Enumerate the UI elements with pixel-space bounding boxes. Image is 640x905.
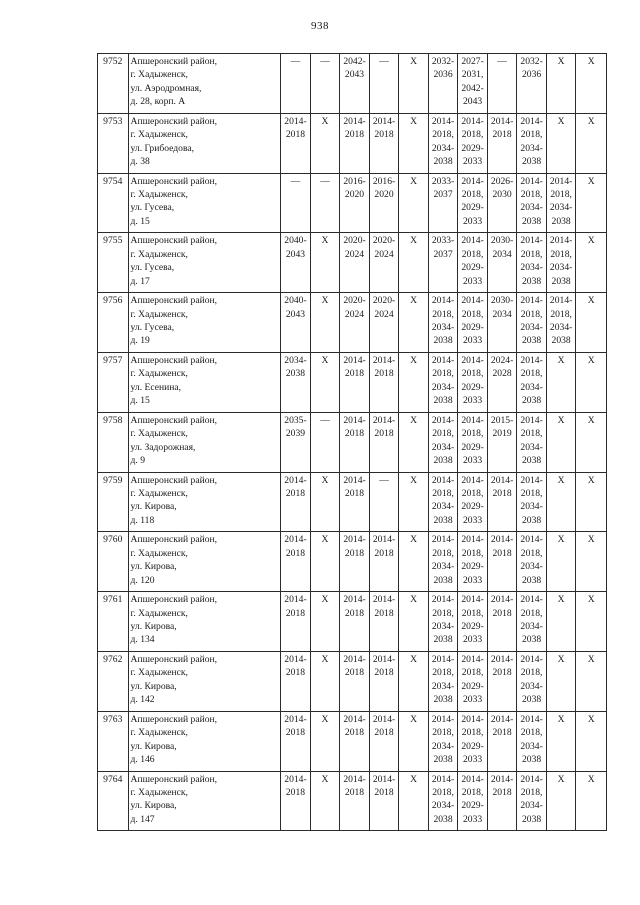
address-line: д. 15 (130, 215, 150, 227)
address-line: д. 147 (130, 813, 155, 825)
address-line: ул. Гусева, (130, 322, 175, 333)
address-line: Апшеронский район, (130, 414, 218, 426)
table-row (98, 771, 607, 831)
address-cell (128, 293, 281, 353)
period-cell: 2020- 2024 (340, 293, 370, 353)
period-cell: Х (546, 412, 576, 472)
period-cell: Х (399, 352, 429, 412)
period-cell: Х (576, 711, 607, 771)
period-cell: — (369, 54, 399, 114)
address-line: Апшеронский район, (130, 354, 218, 366)
registry-body (98, 54, 607, 831)
address-line: д. 19 (130, 335, 150, 347)
address-line: г. Хадыженск, (130, 487, 188, 499)
period-cell: 2014- 2018, 2029- 2033 (458, 352, 488, 412)
period-cell: 2014- 2018, 2034- 2038 (428, 293, 458, 353)
address-cell (128, 711, 281, 771)
address-line: Апшеронский район, (130, 534, 218, 546)
address-line: Апшеронский район, (130, 713, 218, 725)
period-cell: 2014- 2018, 2034- 2038 (517, 532, 547, 592)
period-cell: 2014- 2018, 2034- 2038 (428, 651, 458, 711)
address-line: г. Хадыженск, (130, 308, 188, 320)
period-cell: 2014- 2018, 2034- 2038 (517, 113, 547, 173)
table-row (98, 293, 607, 353)
period-cell: 2014- 2018 (281, 711, 311, 771)
period-cell: 2014- 2018 (487, 651, 517, 711)
period-cell: 2014- 2018, 2034- 2038 (517, 771, 547, 831)
period-cell: 2014- 2018, 2029- 2033 (458, 293, 488, 353)
period-cell: Х (310, 352, 340, 412)
address-cell (128, 173, 281, 233)
period-cell: Х (576, 233, 607, 293)
period-cell: Х (399, 113, 429, 173)
address-line: д. 146 (130, 753, 155, 765)
page-number: 938 (311, 20, 329, 32)
address-cell (128, 412, 281, 472)
address-line: ул. Гусева, (130, 202, 175, 214)
period-cell: 2016- 2020 (369, 173, 399, 233)
period-cell: — (310, 54, 340, 114)
period-cell: 2014- 2018, 2029- 2033 (458, 233, 488, 293)
period-cell: Х (310, 233, 340, 293)
period-cell: Х (310, 113, 340, 173)
period-cell: 2014- 2018 (369, 771, 399, 831)
period-cell: 2016- 2020 (340, 173, 370, 233)
address-line: ул. Есенина, (130, 381, 182, 393)
address-line: г. Хадыженск, (130, 667, 188, 679)
address-line: Апшеронский район, (130, 653, 218, 665)
address-line: ул. Кирова, (130, 561, 177, 573)
period-cell: 2014- 2018, 2034- 2038 (546, 293, 576, 353)
address-cell (128, 532, 281, 592)
period-cell: Х (546, 113, 576, 173)
period-cell: Х (576, 412, 607, 472)
period-cell: 2014- 2018 (281, 532, 311, 592)
period-cell: Х (576, 113, 607, 173)
address-line: д. 120 (130, 574, 155, 586)
period-cell: 2014- 2018 (281, 651, 311, 711)
row-number-cell: 9764 (98, 771, 129, 831)
period-cell: 2014- 2018, 2034- 2038 (517, 293, 547, 353)
table-row (98, 54, 607, 114)
period-cell: 2035- 2039 (281, 412, 311, 472)
period-cell: 2014- 2018 (487, 113, 517, 173)
period-cell: 2014- 2018 (369, 352, 399, 412)
table-row (98, 472, 607, 532)
address-line: г. Хадыженск, (130, 129, 188, 141)
address-line: г. Хадыженск, (130, 368, 188, 380)
period-cell: 2014- 2018, 2029- 2033 (458, 113, 488, 173)
row-number-cell: 9760 (98, 532, 129, 592)
period-cell: 2014- 2018, 2029- 2033 (458, 592, 488, 652)
period-cell: 2014- 2018, 2034- 2038 (517, 352, 547, 412)
period-cell: — (369, 472, 399, 532)
period-cell: 2040- 2043 (281, 233, 311, 293)
period-cell: Х (399, 532, 429, 592)
period-cell: 2015- 2019 (487, 412, 517, 472)
registry-table (97, 53, 607, 831)
period-cell: 2014- 2018 (340, 592, 370, 652)
address-line: г. Хадыженск, (130, 428, 188, 440)
row-number-cell: 9759 (98, 472, 129, 532)
row-number-cell: 9753 (98, 113, 129, 173)
table-row (98, 113, 607, 173)
period-cell: Х (576, 293, 607, 353)
period-cell: 2014- 2018, 2034- 2038 (517, 472, 547, 532)
period-cell: Х (576, 771, 607, 831)
period-cell: 2033- 2037 (428, 233, 458, 293)
period-cell: 2014- 2018 (487, 472, 517, 532)
address-line: Апшеронский район, (130, 56, 218, 67)
period-cell: 2014- 2018 (487, 771, 517, 831)
period-cell: 2014- 2018, 2034- 2038 (428, 113, 458, 173)
address-line: Апшеронский район, (130, 474, 218, 486)
table-row (98, 711, 607, 771)
period-cell: Х (576, 352, 607, 412)
period-cell: Х (310, 293, 340, 353)
period-cell: 2014- 2018, 2034- 2038 (428, 412, 458, 472)
period-cell: 2014- 2018, 2034- 2038 (428, 592, 458, 652)
period-cell: 2026- 2030 (487, 173, 517, 233)
period-cell: 2014- 2018 (369, 412, 399, 472)
period-cell: Х (399, 592, 429, 652)
row-number-cell: 9758 (98, 412, 129, 472)
row-number-cell: 9763 (98, 711, 129, 771)
period-cell: Х (576, 173, 607, 233)
address-line: д. 142 (130, 694, 155, 706)
period-cell: Х (546, 54, 576, 114)
period-cell: 2014- 2018, 2034- 2038 (428, 711, 458, 771)
row-number-cell: 9756 (98, 293, 129, 353)
address-line: г. Хадыженск, (130, 248, 188, 260)
period-cell: 2014- 2018 (369, 592, 399, 652)
period-cell: 2014- 2018 (369, 532, 399, 592)
period-cell: 2014- 2018 (487, 711, 517, 771)
address-line: ул. Аэродромная, (130, 82, 202, 94)
period-cell: — (310, 412, 340, 472)
period-cell: Х (546, 532, 576, 592)
period-cell: Х (310, 651, 340, 711)
period-cell: 2014- 2018 (340, 352, 370, 412)
period-cell: 2014- 2018 (487, 532, 517, 592)
period-cell: 2014- 2018 (340, 472, 370, 532)
address-line: г. Хадыженск, (130, 607, 188, 619)
period-cell: 2042- 2043 (340, 54, 370, 114)
period-cell: Х (399, 472, 429, 532)
period-cell: Х (399, 651, 429, 711)
address-line: ул. Кирова, (130, 501, 177, 513)
period-cell: Х (546, 711, 576, 771)
period-cell: 2024- 2028 (487, 352, 517, 412)
period-cell: 2014- 2018, 2034- 2038 (517, 173, 547, 233)
period-cell: Х (399, 711, 429, 771)
period-cell: 2014- 2018 (281, 113, 311, 173)
address-line: г. Хадыженск, (130, 727, 188, 739)
address-line: д. 15 (130, 395, 150, 407)
period-cell: 2014- 2018, 2029- 2033 (458, 412, 488, 472)
period-cell: 2014- 2018, 2034- 2038 (546, 173, 576, 233)
address-line: Апшеронский район, (130, 295, 218, 307)
address-line: г. Хадыженск, (130, 69, 188, 81)
period-cell: 2014- 2018 (281, 592, 311, 652)
period-cell: 2032- 2036 (428, 54, 458, 114)
period-cell: 2014- 2018, 2029- 2033 (458, 771, 488, 831)
period-cell: 2014- 2018 (340, 651, 370, 711)
period-cell: 2020- 2024 (369, 233, 399, 293)
period-cell: 2014- 2018 (369, 113, 399, 173)
period-cell: 2020- 2024 (369, 293, 399, 353)
period-cell: 2014- 2018, 2029- 2033 (458, 532, 488, 592)
period-cell: Х (546, 352, 576, 412)
address-line: ул. Гусева, (130, 262, 175, 274)
period-cell: 2027- 2031, 2042- 2043 (458, 54, 488, 114)
period-cell: Х (546, 592, 576, 652)
period-cell: Х (310, 711, 340, 771)
period-cell: 2014- 2018, 2034- 2038 (517, 711, 547, 771)
address-line: д. 28, корп. А (130, 96, 186, 108)
period-cell: Х (576, 54, 607, 114)
period-cell: Х (576, 472, 607, 532)
period-cell: — (310, 173, 340, 233)
address-line: ул. Кирова, (130, 800, 177, 812)
period-cell: Х (310, 771, 340, 831)
period-cell: Х (310, 592, 340, 652)
row-number-cell: 9752 (98, 54, 129, 114)
period-cell: Х (546, 771, 576, 831)
period-cell: 2014- 2018, 2034- 2038 (517, 651, 547, 711)
period-cell: 2014- 2018 (340, 771, 370, 831)
row-number-cell: 9757 (98, 352, 129, 412)
period-cell: 2014- 2018 (340, 711, 370, 771)
period-cell: 2014- 2018 (340, 532, 370, 592)
period-cell: Х (576, 651, 607, 711)
period-cell: 2014- 2018 (487, 592, 517, 652)
address-line: г. Хадыженск, (130, 189, 188, 200)
period-cell: Х (399, 54, 429, 114)
period-cell: 2014- 2018, 2034- 2038 (428, 472, 458, 532)
period-cell: 2014- 2018, 2034- 2038 (428, 771, 458, 831)
period-cell: Х (576, 532, 607, 592)
period-cell: Х (546, 472, 576, 532)
address-cell (128, 592, 281, 652)
period-cell: 2030- 2034 (487, 233, 517, 293)
address-line: Апшеронский район, (130, 594, 218, 606)
period-cell: 2014- 2018, 2034- 2038 (428, 532, 458, 592)
table-row (98, 532, 607, 592)
period-cell: 2014- 2018, 2034- 2038 (546, 233, 576, 293)
period-cell: 2034- 2038 (281, 352, 311, 412)
address-line: Апшеронский район, (130, 773, 218, 785)
period-cell: 2033- 2037 (428, 173, 458, 233)
period-cell: 2014- 2018, 2034- 2038 (517, 412, 547, 472)
address-line: ул. Грибоедова, (130, 142, 195, 154)
address-line: ул. Кирова, (130, 740, 177, 752)
address-line: ул. Задорожная, (130, 441, 196, 453)
period-cell: 2014- 2018, 2034- 2038 (517, 592, 547, 652)
address-cell (128, 233, 281, 293)
period-cell: Х (399, 293, 429, 353)
period-cell: — (487, 54, 517, 114)
address-line: ул. Кирова, (130, 620, 177, 632)
period-cell: 2014- 2018 (340, 412, 370, 472)
row-number-cell: 9754 (98, 173, 129, 233)
period-cell: Х (310, 472, 340, 532)
address-line: д. 9 (130, 455, 146, 466)
row-number-cell: 9761 (98, 592, 129, 652)
period-cell: — (281, 173, 311, 233)
address-cell (128, 651, 281, 711)
period-cell: 2020- 2024 (340, 233, 370, 293)
row-number-cell: 9755 (98, 233, 129, 293)
address-cell (128, 352, 281, 412)
table-row (98, 651, 607, 711)
period-cell: 2014- 2018 (281, 771, 311, 831)
table-row (98, 412, 607, 472)
period-cell: 2014- 2018, 2029- 2033 (458, 173, 488, 233)
period-cell: 2032- 2036 (517, 54, 547, 114)
address-line: ул. Кирова, (130, 680, 177, 692)
address-cell (128, 54, 281, 114)
table-row (98, 233, 607, 293)
address-line: д. 17 (130, 275, 150, 287)
period-cell: 2014- 2018, 2029- 2033 (458, 711, 488, 771)
period-cell: 2040- 2043 (281, 293, 311, 353)
period-cell: 2014- 2018, 2029- 2033 (458, 651, 488, 711)
row-number-cell: 9762 (98, 651, 129, 711)
table-row (98, 173, 607, 233)
period-cell: 2014- 2018 (369, 651, 399, 711)
address-line: д. 134 (130, 634, 155, 646)
address-line: г. Хадыженск, (130, 786, 188, 798)
period-cell: Х (546, 651, 576, 711)
address-line: д. 118 (130, 514, 155, 526)
address-line: Апшеронский район, (130, 115, 218, 127)
period-cell: 2030- 2034 (487, 293, 517, 353)
period-cell: Х (576, 592, 607, 652)
period-cell: 2014- 2018 (369, 711, 399, 771)
period-cell: 2014- 2018, 2029- 2033 (458, 472, 488, 532)
address-cell (128, 472, 281, 532)
address-line: г. Хадыженск, (130, 547, 188, 559)
period-cell: Х (399, 173, 429, 233)
period-cell: Х (310, 532, 340, 592)
period-cell: 2014- 2018 (340, 113, 370, 173)
period-cell: Х (399, 771, 429, 831)
period-cell: Х (399, 233, 429, 293)
period-cell: 2014- 2018, 2034- 2038 (517, 233, 547, 293)
table-row (98, 352, 607, 412)
table-row (98, 592, 607, 652)
period-cell: — (281, 54, 311, 114)
address-line: Апшеронский район, (130, 235, 218, 247)
period-cell: Х (399, 412, 429, 472)
address-line: д. 38 (130, 156, 150, 168)
period-cell: 2014- 2018 (281, 472, 311, 532)
address-line: Апшеронский район, (130, 175, 218, 187)
address-cell (128, 771, 281, 831)
address-cell (128, 113, 281, 173)
period-cell: 2014- 2018, 2034- 2038 (428, 352, 458, 412)
